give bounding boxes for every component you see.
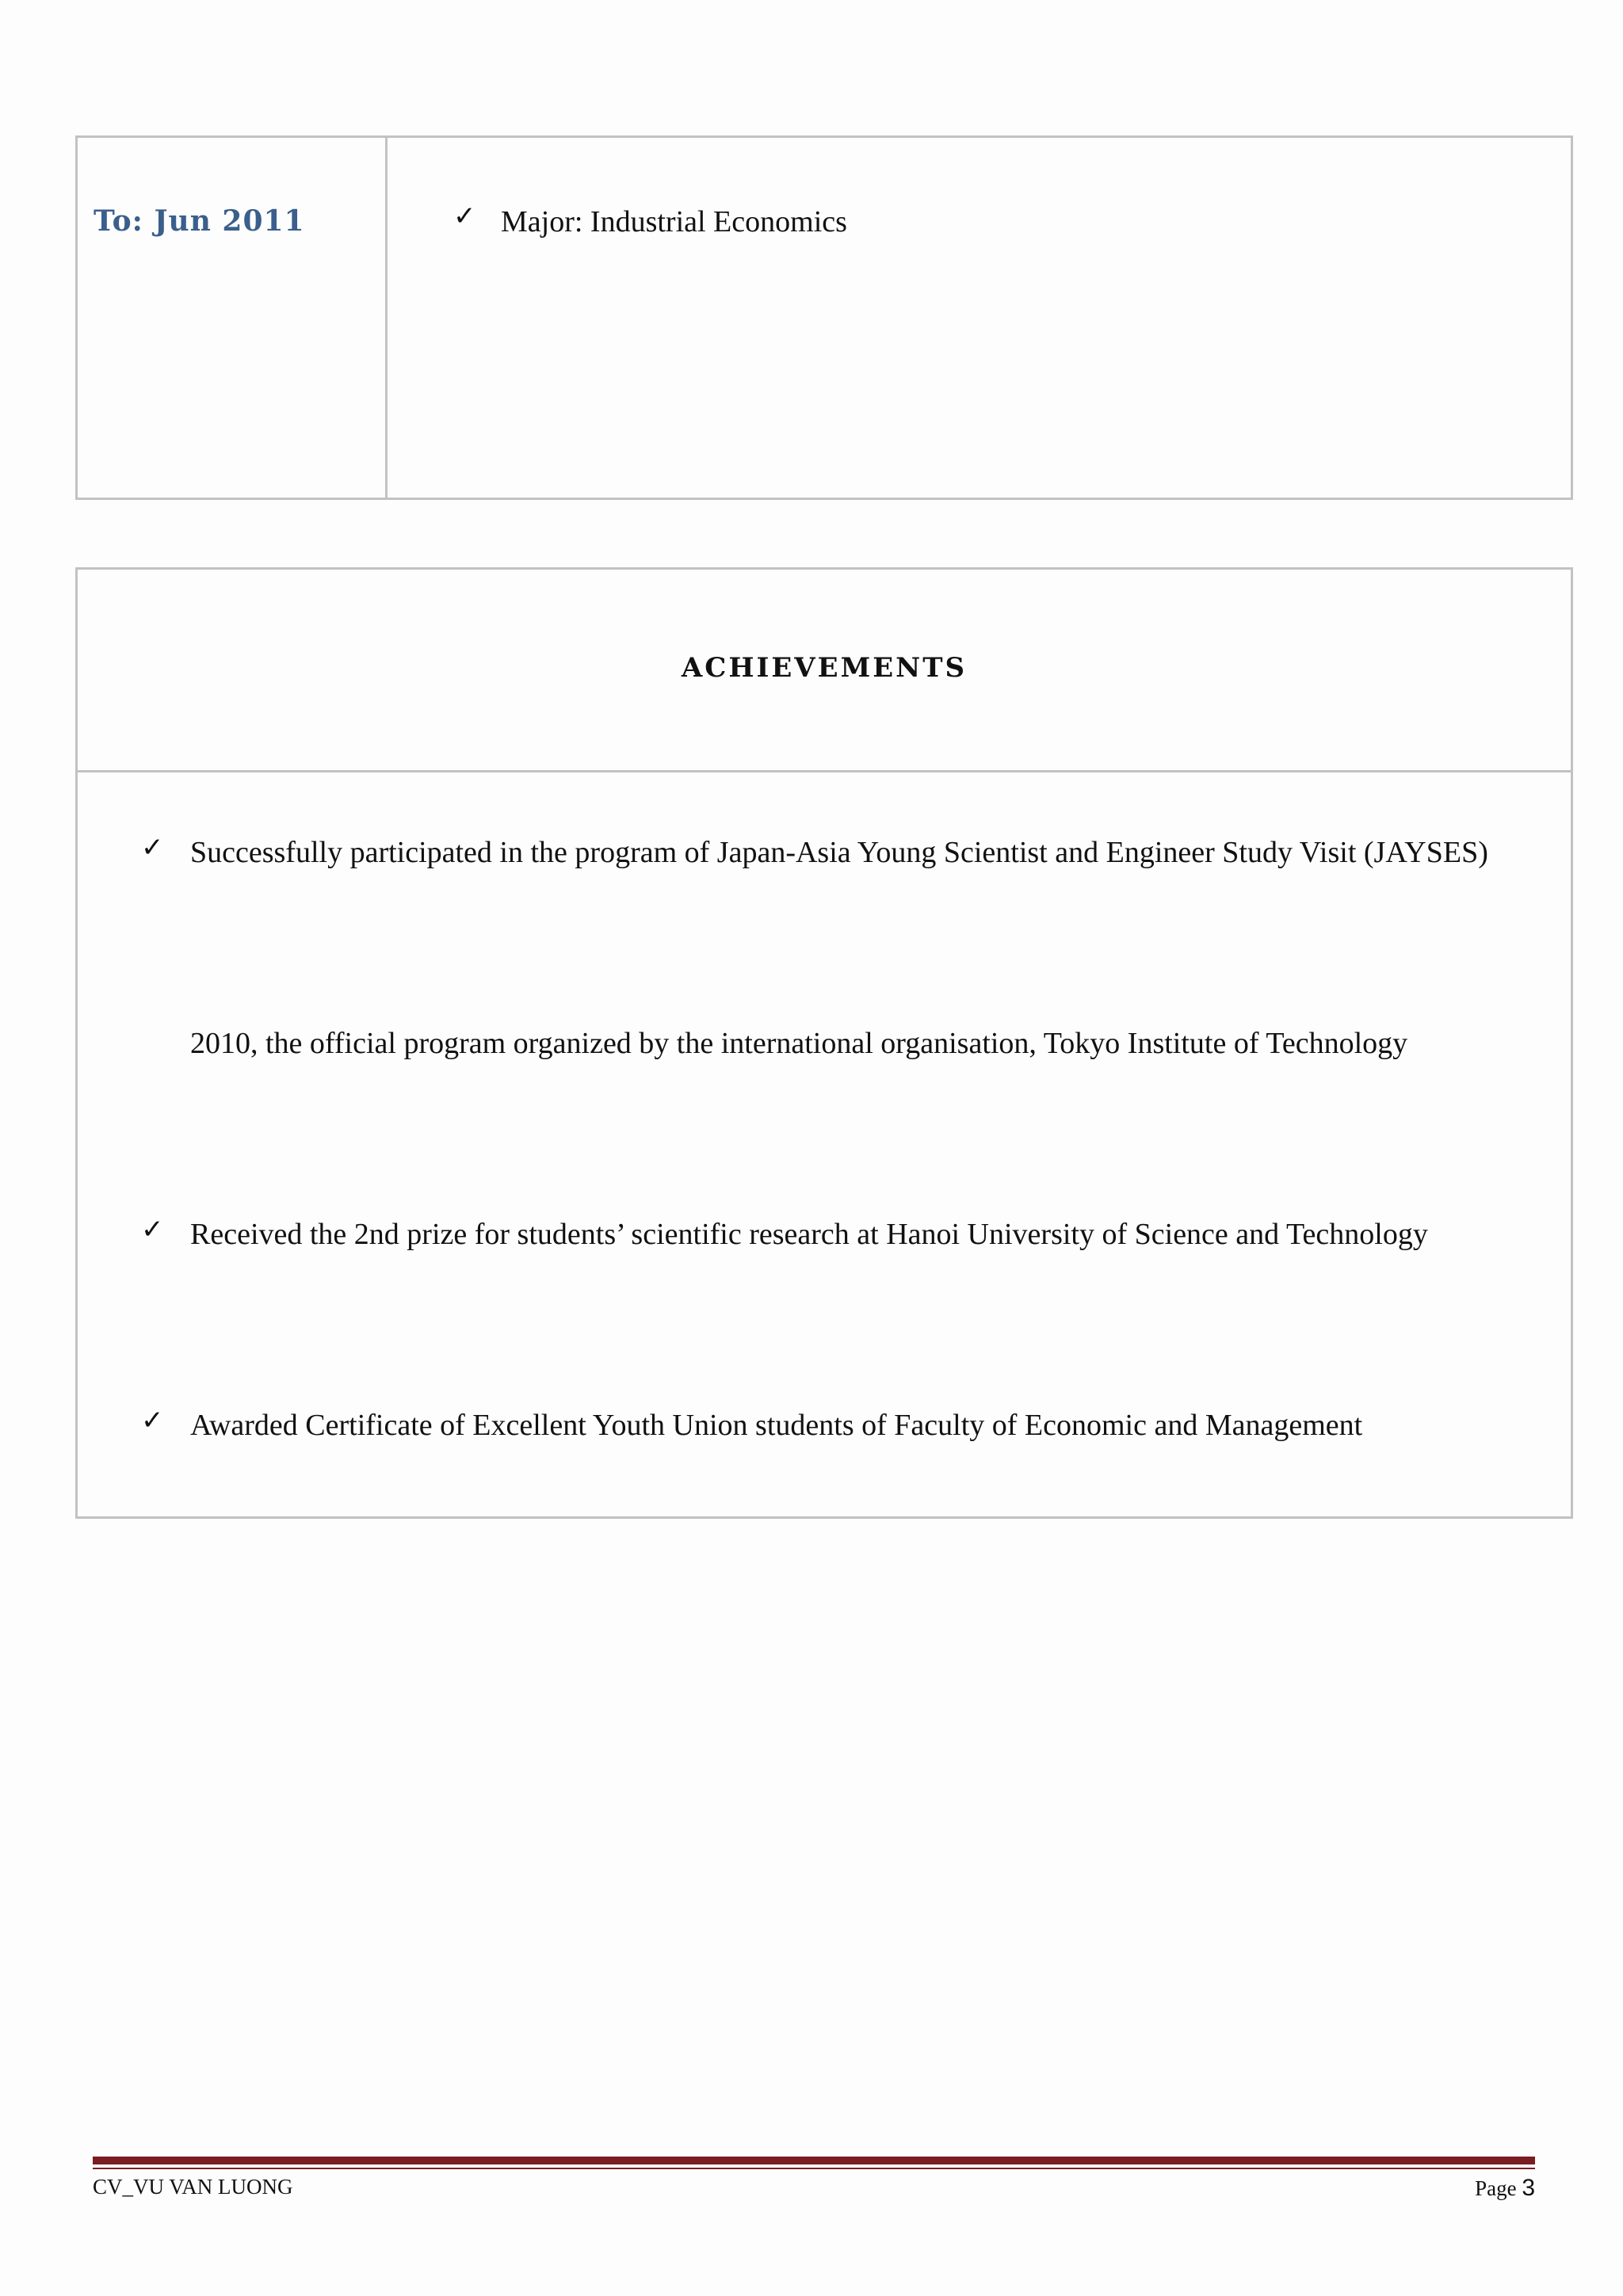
achievement-item-2: Received the 2nd prize for students’ scientific research at Hanoi University of Science and Technology (190, 1218, 1428, 1251)
column-divider (385, 138, 388, 498)
footer-document-name: CV_VU VAN LUONG (93, 2175, 293, 2199)
education-table (75, 135, 1573, 500)
achievement-item-1-line-1: Successfully participated in the program of Japan-Asia Young Scientist and Engineer Study Visit (JAYSES) (190, 836, 1488, 869)
footer-rule (93, 2157, 1535, 2164)
checkmark-icon: ✓ (141, 1405, 164, 1436)
date-label: To: Jun 2011 (94, 204, 305, 238)
major-text: Major: Industrial Economics (501, 205, 847, 238)
achievements-title: ACHIEVEMENTS (681, 652, 968, 684)
page-number: 3 (1522, 2175, 1535, 2201)
checkmark-icon: ✓ (141, 832, 164, 864)
achievement-item-3: Awarded Certificate of Excellent Youth Union students of Faculty of Economic and Management (190, 1409, 1363, 1442)
achievements-table (75, 567, 1573, 1519)
footer-rule-thin (93, 2168, 1535, 2169)
page-label: Page (1475, 2176, 1517, 2200)
footer-page-number (1475, 2175, 1535, 2202)
header-divider (78, 770, 1571, 772)
checkmark-icon: ✓ (141, 1214, 164, 1245)
checkmark-icon: ✓ (453, 200, 476, 232)
achievement-item-1-line-2: 2010, the official program organized by the international organisation, Tokyo Institute of Technology (190, 1027, 1408, 1060)
